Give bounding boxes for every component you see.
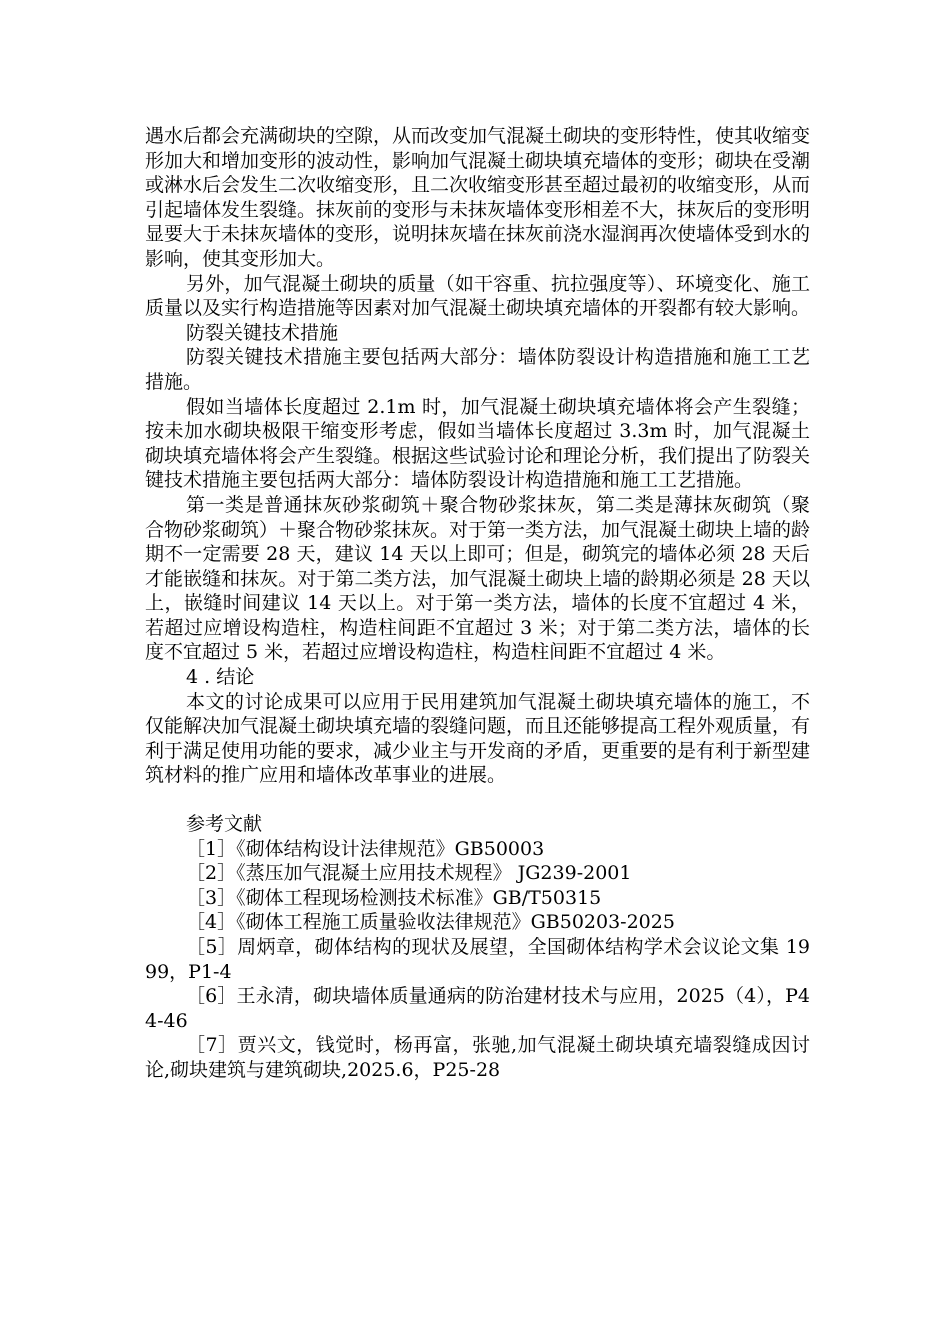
- reference-item: ［6］王永清，砌块墙体质量通病的防治建材技术与应用，2025（4），P44-46: [145, 985, 810, 1032]
- section-heading-crack-prevention: 防裂关键技术措施: [186, 321, 339, 344]
- reference-item: ［5］周炳章，砌体结构的现状及展望，全国砌体结构学术会议论文集 1999，P1-4: [145, 936, 810, 983]
- paragraph-measures-summary: 防裂关键技术措施主要包括两大部分：墙体防裂设计构造措施和施工工艺措施。: [145, 346, 810, 393]
- paragraph-deformation: 遇水后都会充满砌块的空隙，从而改变加气混凝土砌块的变形特性，使其收缩变形加大和增加变形的波动性，影响加气混凝土砌块填充墙体的变形；砌块在受潮或淋水后会发生二次收缩变形，且二次收缩变形甚至超过最初的收缩变形，从而引起墙体发生裂缝。抹灰前的变形与未抹灰墙体变形相差不大，抹灰后的变形明显要大于未抹灰墙体的变形，说明抹灰墙在抹灰前浇水湿润再次使墙体受到水的影响，使其变形加大。: [145, 125, 811, 270]
- reference-item: ［1］《砌体结构设计法律规范》GB50003: [186, 837, 545, 860]
- reference-item: ［3］《砌体工程现场检测技术标准》GB/T50315: [186, 886, 602, 909]
- paragraph-conclusion: 本文的讨论成果可以应用于民用建筑加气混凝土砌块填充墙体的施工，不仅能解决加气混凝土砌块填充墙的裂缝问题，而且还能够提高工程外观质量，有利于满足使用功能的要求，减少业主与开发商的矛盾，更重要的是有利于新型建筑材料的推广应用和墙体改革事业的进展。: [145, 690, 811, 787]
- reference-item: ［7］贾兴文，钱觉时，杨再富，张驰,加气混凝土砌块填充墙裂缝成因讨论,砌块建筑与建筑砌块,2025.6，P25-28: [145, 1034, 810, 1081]
- reference-item: ［2］《蒸压加气混凝土应用技术规程》 JG239-2001: [186, 862, 632, 885]
- reference-item: ［4］《砌体工程施工质量验收法律规范》GB50203-2025: [186, 911, 675, 934]
- document-body: [145, 124, 810, 1083]
- section-heading-conclusion: 4 . 结论: [186, 666, 255, 689]
- references-heading: 参考文献: [186, 813, 263, 836]
- paragraph-construction-methods: 第一类是普通抹灰砂浆砌筑＋聚合物砂浆抹灰，第二类是薄抹灰砌筑（聚合物砂浆砌筑）＋聚合物砂浆抹灰。对于第一类方法，加气混凝土砌块上墙的龄期不一定需要 28 天，建议 14 天以上即可；但是，砌筑完的墙体必须 28 天后才能嵌缝和抹灰。对于第二类方法，加气混凝土砌块上墙的龄期必须是 28 天以上，嵌缝时间建议 14 天以上。对于第一类方法，墙体的长度不宜超过 4 米，若超过应增设构造柱，构造柱间距不宜超过 3 米；对于第二类方法，墙体的长度不宜超过 5 米，若超过应增设构造柱，构造柱间距不宜超过 4 米。: [145, 493, 811, 664]
- paragraph-other-factors: 另外，加气混凝土砌块的质量（如干容重、抗拉强度等）、环境变化、施工质量以及实行构造措施等因素对加气混凝土砌块填充墙体的开裂都有较大影响。: [145, 272, 811, 320]
- paragraph-wall-length: 假如当墙体长度超过 2.1m 时，加气混凝土砌块填充墙体将会产生裂缝；按未加水砌块极限干缩变形考虑，假如当墙体长度超过 3.3m 时，加气混凝土砌块填充墙体将会产生裂缝。根据这些试验讨论和理论分析，我们提出了防裂关键技术措施主要包括两大部分：墙体防裂设计构造措施和施工工艺措施。: [145, 395, 811, 492]
- spacer: [145, 788, 810, 812]
